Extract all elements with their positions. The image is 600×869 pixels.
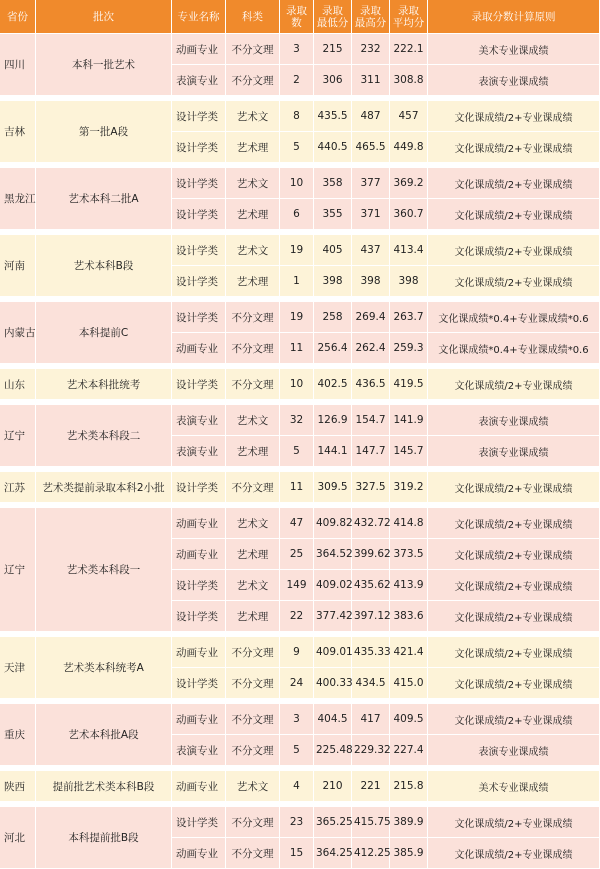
avg-score-cell: 449.8 xyxy=(390,132,428,163)
table-row xyxy=(0,34,600,65)
major-cell: 设计学类 xyxy=(172,570,226,601)
count-cell: 4 xyxy=(280,771,314,802)
min-score-cell: 409.82 xyxy=(314,508,352,539)
score-rule-cell: 文化课成绩/2+专业课成绩 xyxy=(428,807,600,838)
major-cell: 动画专业 xyxy=(172,771,226,802)
major-cell: 设计学类 xyxy=(172,472,226,503)
min-score-cell: 402.5 xyxy=(314,369,352,400)
avg-score-cell: 145.7 xyxy=(390,436,428,467)
count-cell: 3 xyxy=(280,34,314,65)
score-rule-cell: 文化课成绩/2+专业课成绩 xyxy=(428,199,600,230)
score-rule-cell: 文化课成绩/2+专业课成绩 xyxy=(428,838,600,869)
max-score-cell: 229.32 xyxy=(352,735,390,766)
category-cell: 艺术理 xyxy=(226,266,280,297)
min-score-cell: 409.01 xyxy=(314,637,352,668)
category-cell: 艺术理 xyxy=(226,199,280,230)
major-cell: 设计学类 xyxy=(172,601,226,632)
batch-cell: 艺术类本科段一 xyxy=(36,508,172,632)
score-rule-cell: 文化课成绩/2+专业课成绩 xyxy=(428,168,600,199)
category-cell: 不分文理 xyxy=(226,807,280,838)
count-cell: 149 xyxy=(280,570,314,601)
max-score-cell: 437 xyxy=(352,235,390,266)
category-cell: 艺术理 xyxy=(226,539,280,570)
max-score-cell: 232 xyxy=(352,34,390,65)
min-score-cell: 435.5 xyxy=(314,101,352,132)
major-cell: 设计学类 xyxy=(172,199,226,230)
min-score-cell: 306 xyxy=(314,65,352,96)
category-cell: 不分文理 xyxy=(226,668,280,699)
category-cell: 艺术理 xyxy=(226,601,280,632)
score-rule-cell: 文化课成绩/2+专业课成绩 xyxy=(428,704,600,735)
batch-cell: 艺术本科二批A xyxy=(36,168,172,230)
table-row xyxy=(0,101,600,132)
major-cell: 设计学类 xyxy=(172,266,226,297)
avg-score-cell: 409.5 xyxy=(390,704,428,735)
batch-cell: 本科提前批B段 xyxy=(36,807,172,869)
category-cell: 不分文理 xyxy=(226,34,280,65)
batch-cell: 艺术本科批A段 xyxy=(36,704,172,766)
score-rule-cell: 美术专业课成绩 xyxy=(428,771,600,802)
min-score-cell: 365.25 xyxy=(314,807,352,838)
count-cell: 6 xyxy=(280,199,314,230)
province-cell: 吉林 xyxy=(0,101,36,163)
avg-score-cell: 215.8 xyxy=(390,771,428,802)
score-rule-cell: 文化课成绩/2+专业课成绩 xyxy=(428,132,600,163)
major-cell: 设计学类 xyxy=(172,668,226,699)
avg-score-cell: 383.6 xyxy=(390,601,428,632)
count-cell: 3 xyxy=(280,704,314,735)
category-cell: 艺术文 xyxy=(226,405,280,436)
table-row xyxy=(0,508,600,539)
score-rule-cell: 文化课成绩/2+专业课成绩 xyxy=(428,637,600,668)
header-count: 录取数 xyxy=(280,0,314,34)
table-row xyxy=(0,637,600,668)
major-cell: 表演专业 xyxy=(172,735,226,766)
major-cell: 设计学类 xyxy=(172,807,226,838)
table-row xyxy=(0,369,600,400)
min-score-cell: 215 xyxy=(314,34,352,65)
table-row xyxy=(0,302,600,333)
header-major: 专业名称 xyxy=(172,0,226,34)
score-rule-cell: 文化课成绩*0.4+专业课成绩*0.6 xyxy=(428,302,600,333)
max-score-cell: 435.33 xyxy=(352,637,390,668)
major-cell: 动画专业 xyxy=(172,508,226,539)
major-cell: 动画专业 xyxy=(172,34,226,65)
avg-score-cell: 227.4 xyxy=(390,735,428,766)
count-cell: 19 xyxy=(280,302,314,333)
count-cell: 11 xyxy=(280,472,314,503)
count-cell: 47 xyxy=(280,508,314,539)
min-score-cell: 400.33 xyxy=(314,668,352,699)
max-score-cell: 221 xyxy=(352,771,390,802)
major-cell: 动画专业 xyxy=(172,333,226,364)
max-score-cell: 327.5 xyxy=(352,472,390,503)
score-rule-cell: 文化课成绩/2+专业课成绩 xyxy=(428,539,600,570)
max-score-cell: 399.62 xyxy=(352,539,390,570)
max-score-cell: 147.7 xyxy=(352,436,390,467)
province-cell: 辽宁 xyxy=(0,508,36,632)
avg-score-cell: 389.9 xyxy=(390,807,428,838)
max-score-cell: 397.12 xyxy=(352,601,390,632)
score-rule-cell: 表演专业课成绩 xyxy=(428,65,600,96)
score-rule-cell: 文化课成绩/2+专业课成绩 xyxy=(428,472,600,503)
avg-score-cell: 415.0 xyxy=(390,668,428,699)
category-cell: 艺术文 xyxy=(226,235,280,266)
category-cell: 不分文理 xyxy=(226,704,280,735)
max-score-cell: 465.5 xyxy=(352,132,390,163)
table-row xyxy=(0,235,600,266)
max-score-cell: 487 xyxy=(352,101,390,132)
count-cell: 24 xyxy=(280,668,314,699)
province-cell: 陕西 xyxy=(0,771,36,802)
table-header-row xyxy=(0,0,600,34)
count-cell: 25 xyxy=(280,539,314,570)
major-cell: 设计学类 xyxy=(172,132,226,163)
batch-cell: 本科提前C xyxy=(36,302,172,364)
province-cell: 山东 xyxy=(0,369,36,400)
count-cell: 5 xyxy=(280,436,314,467)
category-cell: 不分文理 xyxy=(226,472,280,503)
min-score-cell: 377.42 xyxy=(314,601,352,632)
avg-score-cell: 413.9 xyxy=(390,570,428,601)
min-score-cell: 398 xyxy=(314,266,352,297)
province-cell: 内蒙古 xyxy=(0,302,36,364)
min-score-cell: 355 xyxy=(314,199,352,230)
category-cell: 艺术文 xyxy=(226,168,280,199)
province-cell: 黑龙江 xyxy=(0,168,36,230)
major-cell: 动画专业 xyxy=(172,704,226,735)
province-cell: 四川 xyxy=(0,34,36,96)
max-score-cell: 417 xyxy=(352,704,390,735)
min-score-cell: 144.1 xyxy=(314,436,352,467)
category-cell: 不分文理 xyxy=(226,65,280,96)
batch-cell: 艺术类提前录取本科2小批 xyxy=(36,472,172,503)
category-cell: 艺术文 xyxy=(226,508,280,539)
min-score-cell: 225.48 xyxy=(314,735,352,766)
count-cell: 9 xyxy=(280,637,314,668)
header-score-rule: 录取分数计算原则 xyxy=(428,0,600,34)
max-score-cell: 377 xyxy=(352,168,390,199)
header-max-score: 录取 最高分 xyxy=(352,0,390,34)
min-score-cell: 126.9 xyxy=(314,405,352,436)
province-cell: 天津 xyxy=(0,637,36,699)
max-score-cell: 435.62 xyxy=(352,570,390,601)
score-rule-cell: 文化课成绩/2+专业课成绩 xyxy=(428,601,600,632)
batch-cell: 艺术类本科统考A xyxy=(36,637,172,699)
category-cell: 不分文理 xyxy=(226,333,280,364)
batch-cell: 第一批A段 xyxy=(36,101,172,163)
category-cell: 艺术理 xyxy=(226,436,280,467)
avg-score-cell: 259.3 xyxy=(390,333,428,364)
avg-score-cell: 398 xyxy=(390,266,428,297)
province-cell: 河南 xyxy=(0,235,36,297)
max-score-cell: 262.4 xyxy=(352,333,390,364)
major-cell: 表演专业 xyxy=(172,65,226,96)
major-cell: 表演专业 xyxy=(172,436,226,467)
count-cell: 23 xyxy=(280,807,314,838)
batch-cell: 本科一批艺术 xyxy=(36,34,172,96)
major-cell: 动画专业 xyxy=(172,637,226,668)
category-cell: 艺术文 xyxy=(226,101,280,132)
major-cell: 设计学类 xyxy=(172,369,226,400)
table-body xyxy=(0,34,600,869)
avg-score-cell: 308.8 xyxy=(390,65,428,96)
score-rule-cell: 表演专业课成绩 xyxy=(428,405,600,436)
max-score-cell: 412.25 xyxy=(352,838,390,869)
batch-cell: 艺术类本科段二 xyxy=(36,405,172,467)
min-score-cell: 364.52 xyxy=(314,539,352,570)
major-cell: 表演专业 xyxy=(172,405,226,436)
max-score-cell: 436.5 xyxy=(352,369,390,400)
avg-score-cell: 457 xyxy=(390,101,428,132)
count-cell: 22 xyxy=(280,601,314,632)
score-rule-cell: 文化课成绩/2+专业课成绩 xyxy=(428,508,600,539)
major-cell: 设计学类 xyxy=(172,302,226,333)
score-rule-cell: 表演专业课成绩 xyxy=(428,436,600,467)
avg-score-cell: 414.8 xyxy=(390,508,428,539)
min-score-cell: 210 xyxy=(314,771,352,802)
max-score-cell: 432.72 xyxy=(352,508,390,539)
score-rule-cell: 文化课成绩/2+专业课成绩 xyxy=(428,101,600,132)
category-cell: 艺术理 xyxy=(226,132,280,163)
province-cell: 重庆 xyxy=(0,704,36,766)
count-cell: 5 xyxy=(280,132,314,163)
header-batch: 批次 xyxy=(36,0,172,34)
min-score-cell: 364.25 xyxy=(314,838,352,869)
avg-score-cell: 141.9 xyxy=(390,405,428,436)
avg-score-cell: 369.2 xyxy=(390,168,428,199)
category-cell: 艺术文 xyxy=(226,570,280,601)
avg-score-cell: 413.4 xyxy=(390,235,428,266)
min-score-cell: 256.4 xyxy=(314,333,352,364)
batch-cell: 艺术本科批统考 xyxy=(36,369,172,400)
table-row xyxy=(0,168,600,199)
score-rule-cell: 文化课成绩/2+专业课成绩 xyxy=(428,570,600,601)
score-rule-cell: 美术专业课成绩 xyxy=(428,34,600,65)
min-score-cell: 358 xyxy=(314,168,352,199)
header-category: 科类 xyxy=(226,0,280,34)
major-cell: 动画专业 xyxy=(172,539,226,570)
province-cell: 江苏 xyxy=(0,472,36,503)
score-rule-cell: 文化课成绩/2+专业课成绩 xyxy=(428,266,600,297)
count-cell: 1 xyxy=(280,266,314,297)
province-cell: 河北 xyxy=(0,807,36,869)
score-rule-cell: 文化课成绩/2+专业课成绩 xyxy=(428,668,600,699)
score-rule-cell: 文化课成绩/2+专业课成绩 xyxy=(428,369,600,400)
count-cell: 5 xyxy=(280,735,314,766)
avg-score-cell: 419.5 xyxy=(390,369,428,400)
avg-score-cell: 360.7 xyxy=(390,199,428,230)
batch-cell: 艺术本科B段 xyxy=(36,235,172,297)
max-score-cell: 269.4 xyxy=(352,302,390,333)
batch-cell: 提前批艺术类本科B段 xyxy=(36,771,172,802)
category-cell: 不分文理 xyxy=(226,735,280,766)
min-score-cell: 440.5 xyxy=(314,132,352,163)
header-province: 省份 xyxy=(0,0,36,34)
category-cell: 不分文理 xyxy=(226,302,280,333)
max-score-cell: 398 xyxy=(352,266,390,297)
table-row xyxy=(0,807,600,838)
max-score-cell: 434.5 xyxy=(352,668,390,699)
table-row xyxy=(0,405,600,436)
max-score-cell: 311 xyxy=(352,65,390,96)
count-cell: 32 xyxy=(280,405,314,436)
score-rule-cell: 文化课成绩*0.4+专业课成绩*0.6 xyxy=(428,333,600,364)
province-cell: 辽宁 xyxy=(0,405,36,467)
avg-score-cell: 319.2 xyxy=(390,472,428,503)
header-min-score: 录取 最低分 xyxy=(314,0,352,34)
category-cell: 不分文理 xyxy=(226,838,280,869)
table-row xyxy=(0,704,600,735)
category-cell: 不分文理 xyxy=(226,637,280,668)
avg-score-cell: 222.1 xyxy=(390,34,428,65)
avg-score-cell: 385.9 xyxy=(390,838,428,869)
category-cell: 艺术文 xyxy=(226,771,280,802)
count-cell: 8 xyxy=(280,101,314,132)
max-score-cell: 415.75 xyxy=(352,807,390,838)
table-row xyxy=(0,472,600,503)
avg-score-cell: 263.7 xyxy=(390,302,428,333)
count-cell: 10 xyxy=(280,168,314,199)
min-score-cell: 258 xyxy=(314,302,352,333)
count-cell: 10 xyxy=(280,369,314,400)
header-avg-score: 录取 平均分 xyxy=(390,0,428,34)
count-cell: 15 xyxy=(280,838,314,869)
min-score-cell: 409.02 xyxy=(314,570,352,601)
max-score-cell: 371 xyxy=(352,199,390,230)
max-score-cell: 154.7 xyxy=(352,405,390,436)
major-cell: 动画专业 xyxy=(172,838,226,869)
major-cell: 设计学类 xyxy=(172,235,226,266)
min-score-cell: 405 xyxy=(314,235,352,266)
table-row xyxy=(0,771,600,802)
score-rule-cell: 文化课成绩/2+专业课成绩 xyxy=(428,235,600,266)
category-cell: 不分文理 xyxy=(226,369,280,400)
count-cell: 11 xyxy=(280,333,314,364)
min-score-cell: 404.5 xyxy=(314,704,352,735)
avg-score-cell: 373.5 xyxy=(390,539,428,570)
count-cell: 2 xyxy=(280,65,314,96)
major-cell: 设计学类 xyxy=(172,168,226,199)
major-cell: 设计学类 xyxy=(172,101,226,132)
min-score-cell: 309.5 xyxy=(314,472,352,503)
score-rule-cell: 表演专业课成绩 xyxy=(428,735,600,766)
avg-score-cell: 421.4 xyxy=(390,637,428,668)
count-cell: 19 xyxy=(280,235,314,266)
